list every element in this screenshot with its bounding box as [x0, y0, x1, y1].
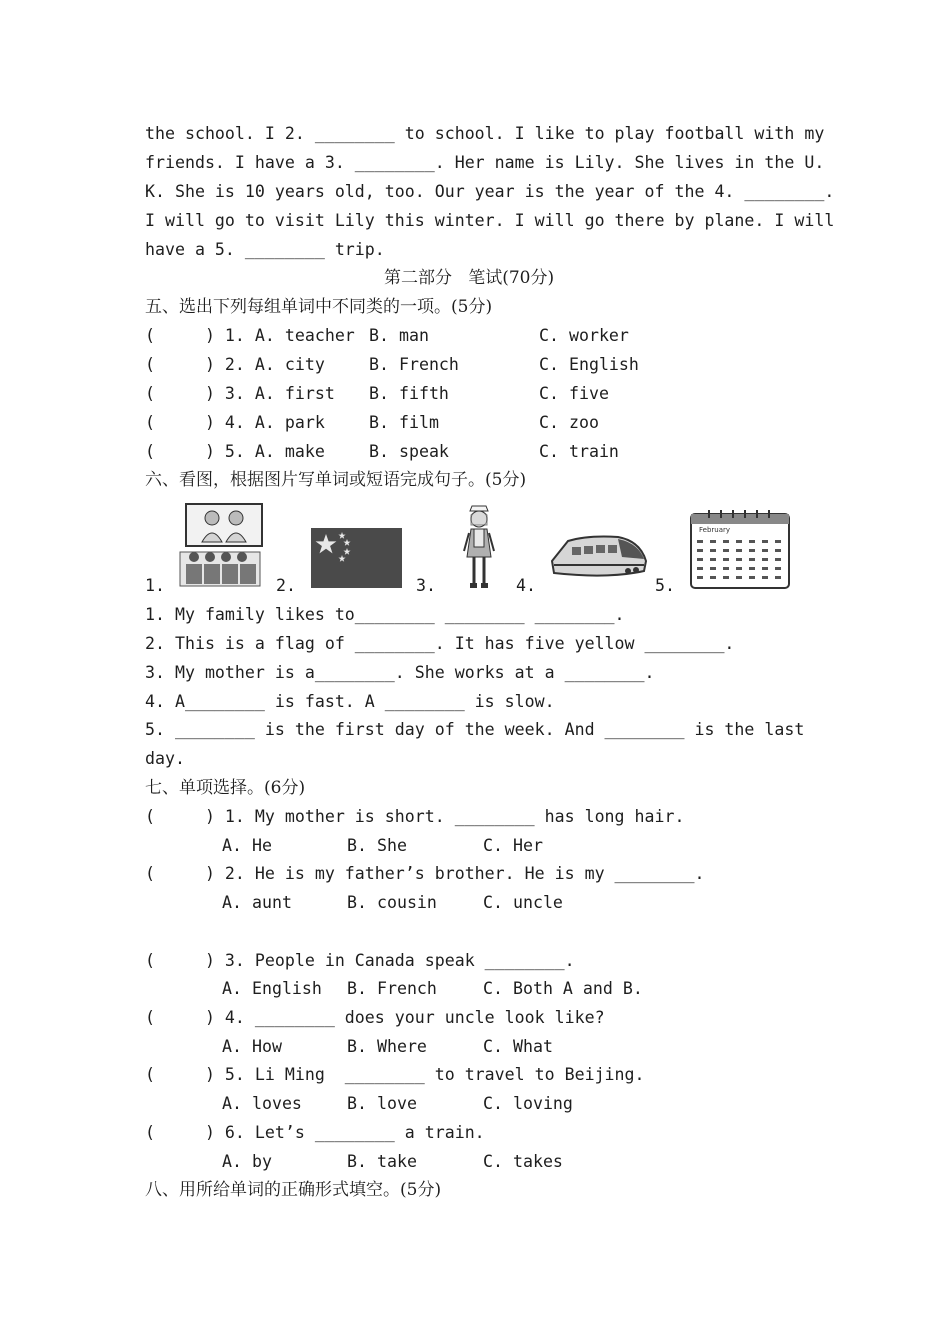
- calendar-day-cell: [762, 576, 768, 579]
- choice-option-c: C. loving: [483, 1094, 573, 1113]
- option-b: B. man: [369, 326, 429, 345]
- calendar-day-cell: [723, 567, 729, 570]
- calendar-day-cell: [749, 576, 755, 579]
- calendar-day-cell: [775, 567, 781, 570]
- calendar-day-cell: [762, 540, 768, 543]
- choice-option-a: A. How: [222, 1037, 282, 1056]
- nurse-picture-icon: [461, 505, 497, 591]
- option-b: B. film: [369, 413, 439, 432]
- calendar-day-cell: [736, 567, 742, 570]
- choice-option-c: C. What: [483, 1037, 553, 1056]
- passage-line: the school. I 2. ________ to school. I like to play football with my: [145, 124, 825, 143]
- calendar-month-label: February: [699, 526, 731, 534]
- option-c: C. five: [539, 384, 609, 403]
- odd-one-out-item: [145, 440, 785, 464]
- choice-options: [145, 834, 645, 858]
- picture-label: 3.: [416, 576, 436, 595]
- picture-sentence: 2. This is a flag of ________. It has five yellow ________.: [145, 634, 735, 653]
- calendar-day-cell: [723, 540, 729, 543]
- choice-option-a: A. English: [222, 979, 322, 998]
- option-b: B. fifth: [369, 384, 449, 403]
- calendar-day-cell: [749, 558, 755, 561]
- item-number-option-a: ( ) 2. A. city: [145, 355, 325, 374]
- calendar-day-cell: [710, 558, 716, 561]
- picture-sentence: 1. My family likes to________ ________ ________.: [145, 605, 625, 624]
- calendar-day-cell: [736, 576, 742, 579]
- calendar-day-cell: [736, 540, 742, 543]
- part-two-heading: 第二部分 笔试(70分): [384, 268, 555, 288]
- calendar-day-cell: [697, 576, 703, 579]
- calendar-day-cell: [736, 558, 742, 561]
- calendar-day-cell: [710, 549, 716, 552]
- option-b: B. speak: [369, 442, 449, 461]
- choice-question: ( ) 2. He is my father’s brother. He is my ________.: [145, 864, 705, 883]
- choice-options: [145, 977, 705, 1001]
- calendar-day-cell: [749, 549, 755, 552]
- calendar-day-cell: [736, 549, 742, 552]
- option-b: B. French: [369, 355, 459, 374]
- calendar-day-cell: [762, 558, 768, 561]
- calendar-day-cell: [762, 567, 768, 570]
- flag-background: [311, 528, 402, 588]
- passage-line: K. She is 10 years old, too. Our year is the year of the 4. ________.: [145, 182, 835, 201]
- calendar-day-cell: [749, 567, 755, 570]
- cinema-picture-icon: [172, 502, 268, 588]
- choice-option-a: A. aunt: [222, 893, 292, 912]
- choice-option-b: B. cousin: [347, 893, 437, 912]
- choice-options: [145, 1150, 645, 1174]
- item-number-option-a: ( ) 5. A. make: [145, 442, 325, 461]
- calendar-day-cell: [723, 558, 729, 561]
- picture-sentence: 3. My mother is a________. She works at a ________.: [145, 663, 655, 682]
- option-c: C. train: [539, 442, 619, 461]
- calendar-picture-icon: [689, 508, 791, 590]
- china-flag-icon: [311, 528, 402, 588]
- section-5-title: 五、选出下列每组单词中不同类的一项。(5分): [145, 297, 493, 317]
- odd-one-out-item: [145, 382, 785, 406]
- section-8-title: 八、用所给单词的正确形式填空。(5分): [145, 1180, 442, 1200]
- item-number-option-a: ( ) 1. A. teacher: [145, 326, 355, 345]
- option-c: C. zoo: [539, 413, 599, 432]
- choice-option-b: B. French: [347, 979, 437, 998]
- picture-label: 5.: [655, 576, 675, 595]
- choice-option-c: C. takes: [483, 1152, 563, 1171]
- picture-sentence-continued: day.: [145, 749, 185, 768]
- calendar-day-cell: [775, 540, 781, 543]
- choice-question: ( ) 6. Let’s ________ a train.: [145, 1123, 485, 1142]
- choice-option-c: C. Her: [483, 836, 543, 855]
- calendar-day-cell: [697, 540, 703, 543]
- calendar-day-cell: [749, 540, 755, 543]
- section-7-title: 七、单项选择。(6分): [145, 778, 306, 798]
- choice-option-b: B. Where: [347, 1037, 427, 1056]
- train-picture-icon: [548, 527, 650, 583]
- choice-question: ( ) 5. Li Ming ________ to travel to Beijing.: [145, 1065, 645, 1084]
- choice-options: [145, 891, 645, 915]
- choice-option-b: B. take: [347, 1152, 417, 1171]
- odd-one-out-item: [145, 353, 785, 377]
- picture-label: 2.: [276, 576, 296, 595]
- odd-one-out-item: [145, 411, 785, 435]
- picture-sentence: 5. ________ is the first day of the week. And ________ is the last: [145, 720, 805, 739]
- passage-line: I will go to visit Lily this winter. I will go there by plane. I will: [145, 211, 835, 230]
- calendar-day-cell: [710, 540, 716, 543]
- choice-option-c: C. uncle: [483, 893, 563, 912]
- picture-sentence: 4. A________ is fast. A ________ is slow.: [145, 692, 555, 711]
- choice-option-b: B. She: [347, 836, 407, 855]
- picture-label: 1.: [145, 576, 165, 595]
- choice-option-c: C. Both A and B.: [483, 979, 643, 998]
- calendar-day-cell: [775, 558, 781, 561]
- passage-line: have a 5. ________ trip.: [145, 240, 385, 259]
- picture-label: 4.: [516, 576, 536, 595]
- calendar-day-cell: [723, 576, 729, 579]
- choice-question: ( ) 1. My mother is short. ________ has long hair.: [145, 807, 685, 826]
- choice-option-a: A. loves: [222, 1094, 302, 1113]
- odd-one-out-item: [145, 324, 785, 348]
- choice-option-a: A. by: [222, 1152, 272, 1171]
- choice-options: [145, 1092, 645, 1116]
- option-c: C. worker: [539, 326, 629, 345]
- calendar-day-cell: [775, 549, 781, 552]
- calendar-day-cell: [710, 567, 716, 570]
- calendar-day-cell: [697, 567, 703, 570]
- calendar-day-cell: [710, 576, 716, 579]
- choice-question: ( ) 4. ________ does your uncle look like?: [145, 1008, 605, 1027]
- section-6-title: 六、看图，根据图片写单词或短语完成句子。(5分): [145, 470, 527, 490]
- calendar-day-cell: [697, 549, 703, 552]
- choice-option-a: A. He: [222, 836, 272, 855]
- item-number-option-a: ( ) 3. A. first: [145, 384, 335, 403]
- option-c: C. English: [539, 355, 639, 374]
- calendar-day-cell: [775, 576, 781, 579]
- choice-question: ( ) 3. People in Canada speak ________.: [145, 951, 575, 970]
- calendar-day-cell: [697, 558, 703, 561]
- calendar-day-cell: [723, 549, 729, 552]
- choice-options: [145, 1035, 645, 1059]
- passage-line: friends. I have a 3. ________. Her name is Lily. She lives in the U.: [145, 153, 825, 172]
- choice-option-b: B. love: [347, 1094, 417, 1113]
- calendar-day-cell: [762, 549, 768, 552]
- item-number-option-a: ( ) 4. A. park: [145, 413, 325, 432]
